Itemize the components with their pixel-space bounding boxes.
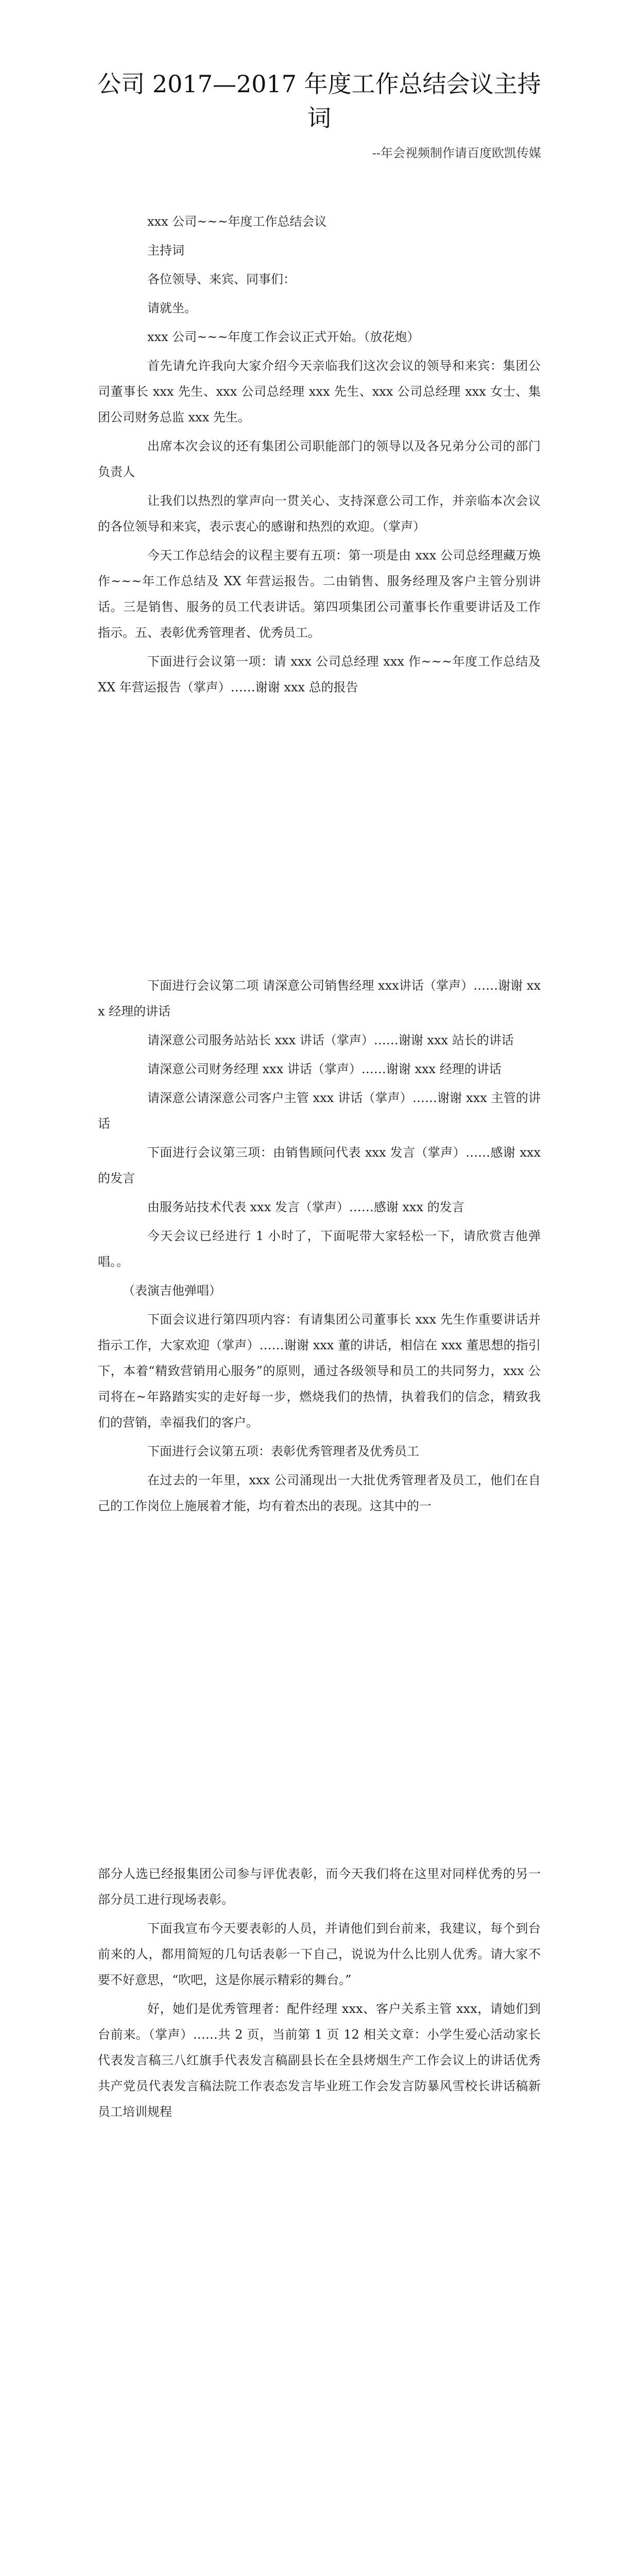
paragraph: 今天工作总结会的议程主要有五项：第一项是由 xxx 公司总经理藏万焕作~~~年工作总结及 XX 年营运报告。二由销售、服务经理及客户主管分别讲话。三是销售、服务的员工代表讲话。第四项集团公司董事长作重要讲话及工作指示。五、表彰优秀管理者、优秀员工。 bbox=[98, 548, 541, 640]
body-section-1 bbox=[98, 209, 541, 703]
paragraph: 下面进行会议第一项：请 xxx 公司总经理 xxx 作~~~年度工作总结及 XX 年营运报告（掌声）……谢谢 xxx 总的报告 bbox=[98, 654, 541, 694]
paragraph: 各位领导、来宾、同事们： bbox=[147, 272, 296, 286]
paragraph: 由服务站技术代表 xxx 发言（掌声）……感谢 xxx 的发言 bbox=[147, 1200, 464, 1214]
paragraph: 首先请允许我向大家介绍今天亲临我们这次会议的领导和来宾：集团公司董事长 xxx 先生、xxx 公司总经理 xxx 先生、xxx 公司总经理 xxx 女士、集团公司财务总监 xxx 先生。 bbox=[98, 359, 541, 425]
paragraph: 下面进行会议第五项：表彰优秀管理者及优秀员工 bbox=[147, 1444, 419, 1459]
paragraph: 在过去的一年里，xxx 公司涌现出一大批优秀管理者及员工，他们在自己的工作岗位上施展着才能，均有着杰出的表现。这其中的一 bbox=[98, 1473, 541, 1513]
document-subtitle: --年会视频制作请百度欧凯传媒 bbox=[372, 146, 541, 160]
paragraph: 下面会议进行第四项内容：有请集团公司董事长 xxx 先生作重要讲话并指示工作，大家欢迎（掌声）……谢谢 xxx 董的讲话，相信在 xxx 董思想的指引下，本着“精致营销用心服务”的原则，通过各级领导和员工的共同努力，xxx 公司将在~年路踏实实的走好每一步，燃烧我们的热情，执着我们的信念，精致我们的营销，幸福我们的客户。 bbox=[98, 1312, 541, 1430]
paragraph: 请深意公司服务站站长 xxx 讲话（掌声）……谢谢 xxx 站长的讲话 bbox=[147, 1033, 514, 1047]
paragraph: 下面进行会议第三项：由销售顾问代表 xxx 发言（掌声）……感谢 xxx 的发言 bbox=[98, 1145, 541, 1185]
paragraph: 下面进行会议第二项 请深意公司销售经理 xxx讲话（掌声）……谢谢 xxx 经理的讲话 bbox=[98, 978, 541, 1019]
body-section-2 bbox=[98, 973, 541, 1522]
paragraph: 请深意公请深意公司客户主管 xxx 讲话（掌声）……谢谢 xxx 主管的讲话 bbox=[98, 1091, 541, 1131]
paragraph: 部分人选已经报集团公司参与评优表彰，而今天我们将在这里对同样优秀的另一部分员工进行现场表彰。 bbox=[98, 1867, 541, 1907]
paragraph: 好，她们是优秀管理者：配件经理 xxx、客户关系主管 xxx，请她们到台前来。（掌声）……共 2 页，当前第 1 页 12 相关文章：小学生爱心活动家长代表发言稿三八红旗手代表发言稿副县长在全县烤烟生产工作会议上的讲话优秀共产党员代表发言稿法院工作表态发言毕业班工作会发言防暴风雪校长讲话稿新员工培训规程 bbox=[98, 2002, 541, 2119]
paragraph: 下面我宣布今天要表彰的人员，并请他们到台前来，我建议，每个到台前来的人，都用简短的几句话表彰一下自己，说说为什么比别人优秀。请大家不要不好意思，“吹吧，这是你展示精彩的舞台。” bbox=[98, 1921, 541, 1987]
paragraph: xxx 公司~~~年度工作总结会议 bbox=[147, 214, 327, 229]
paragraph: 让我们以热烈的掌声向一贯关心、支持深意公司工作，并亲临本次会议的各位领导和来宾，表示衷心的感谢和热烈的欢迎。（掌声） bbox=[98, 494, 541, 534]
paragraph: 请深意公司财务经理 xxx 讲话（掌声）……谢谢 xxx 经理的讲话 bbox=[147, 1062, 502, 1076]
paragraph: 出席本次会议的还有集团公司职能部门的领导以及各兄弟分公司的部门负责人 bbox=[98, 439, 541, 479]
document-title: 公司 2017—2017 年度工作总结会议主持词 bbox=[97, 70, 541, 132]
paragraph: 主持词 bbox=[147, 243, 184, 258]
body-section-3 bbox=[98, 1861, 541, 2128]
paragraph: 今天会议已经进行 1 小时了，下面呢带大家轻松一下，请欣赏吉他弹唱。。 bbox=[98, 1229, 541, 1269]
paragraph: 请就坐。 bbox=[147, 301, 197, 315]
paragraph: （表演吉他弹唱） bbox=[123, 1283, 221, 1298]
paragraph: xxx 公司~~~年度工作会议正式开始。（放花炮） bbox=[147, 330, 420, 344]
